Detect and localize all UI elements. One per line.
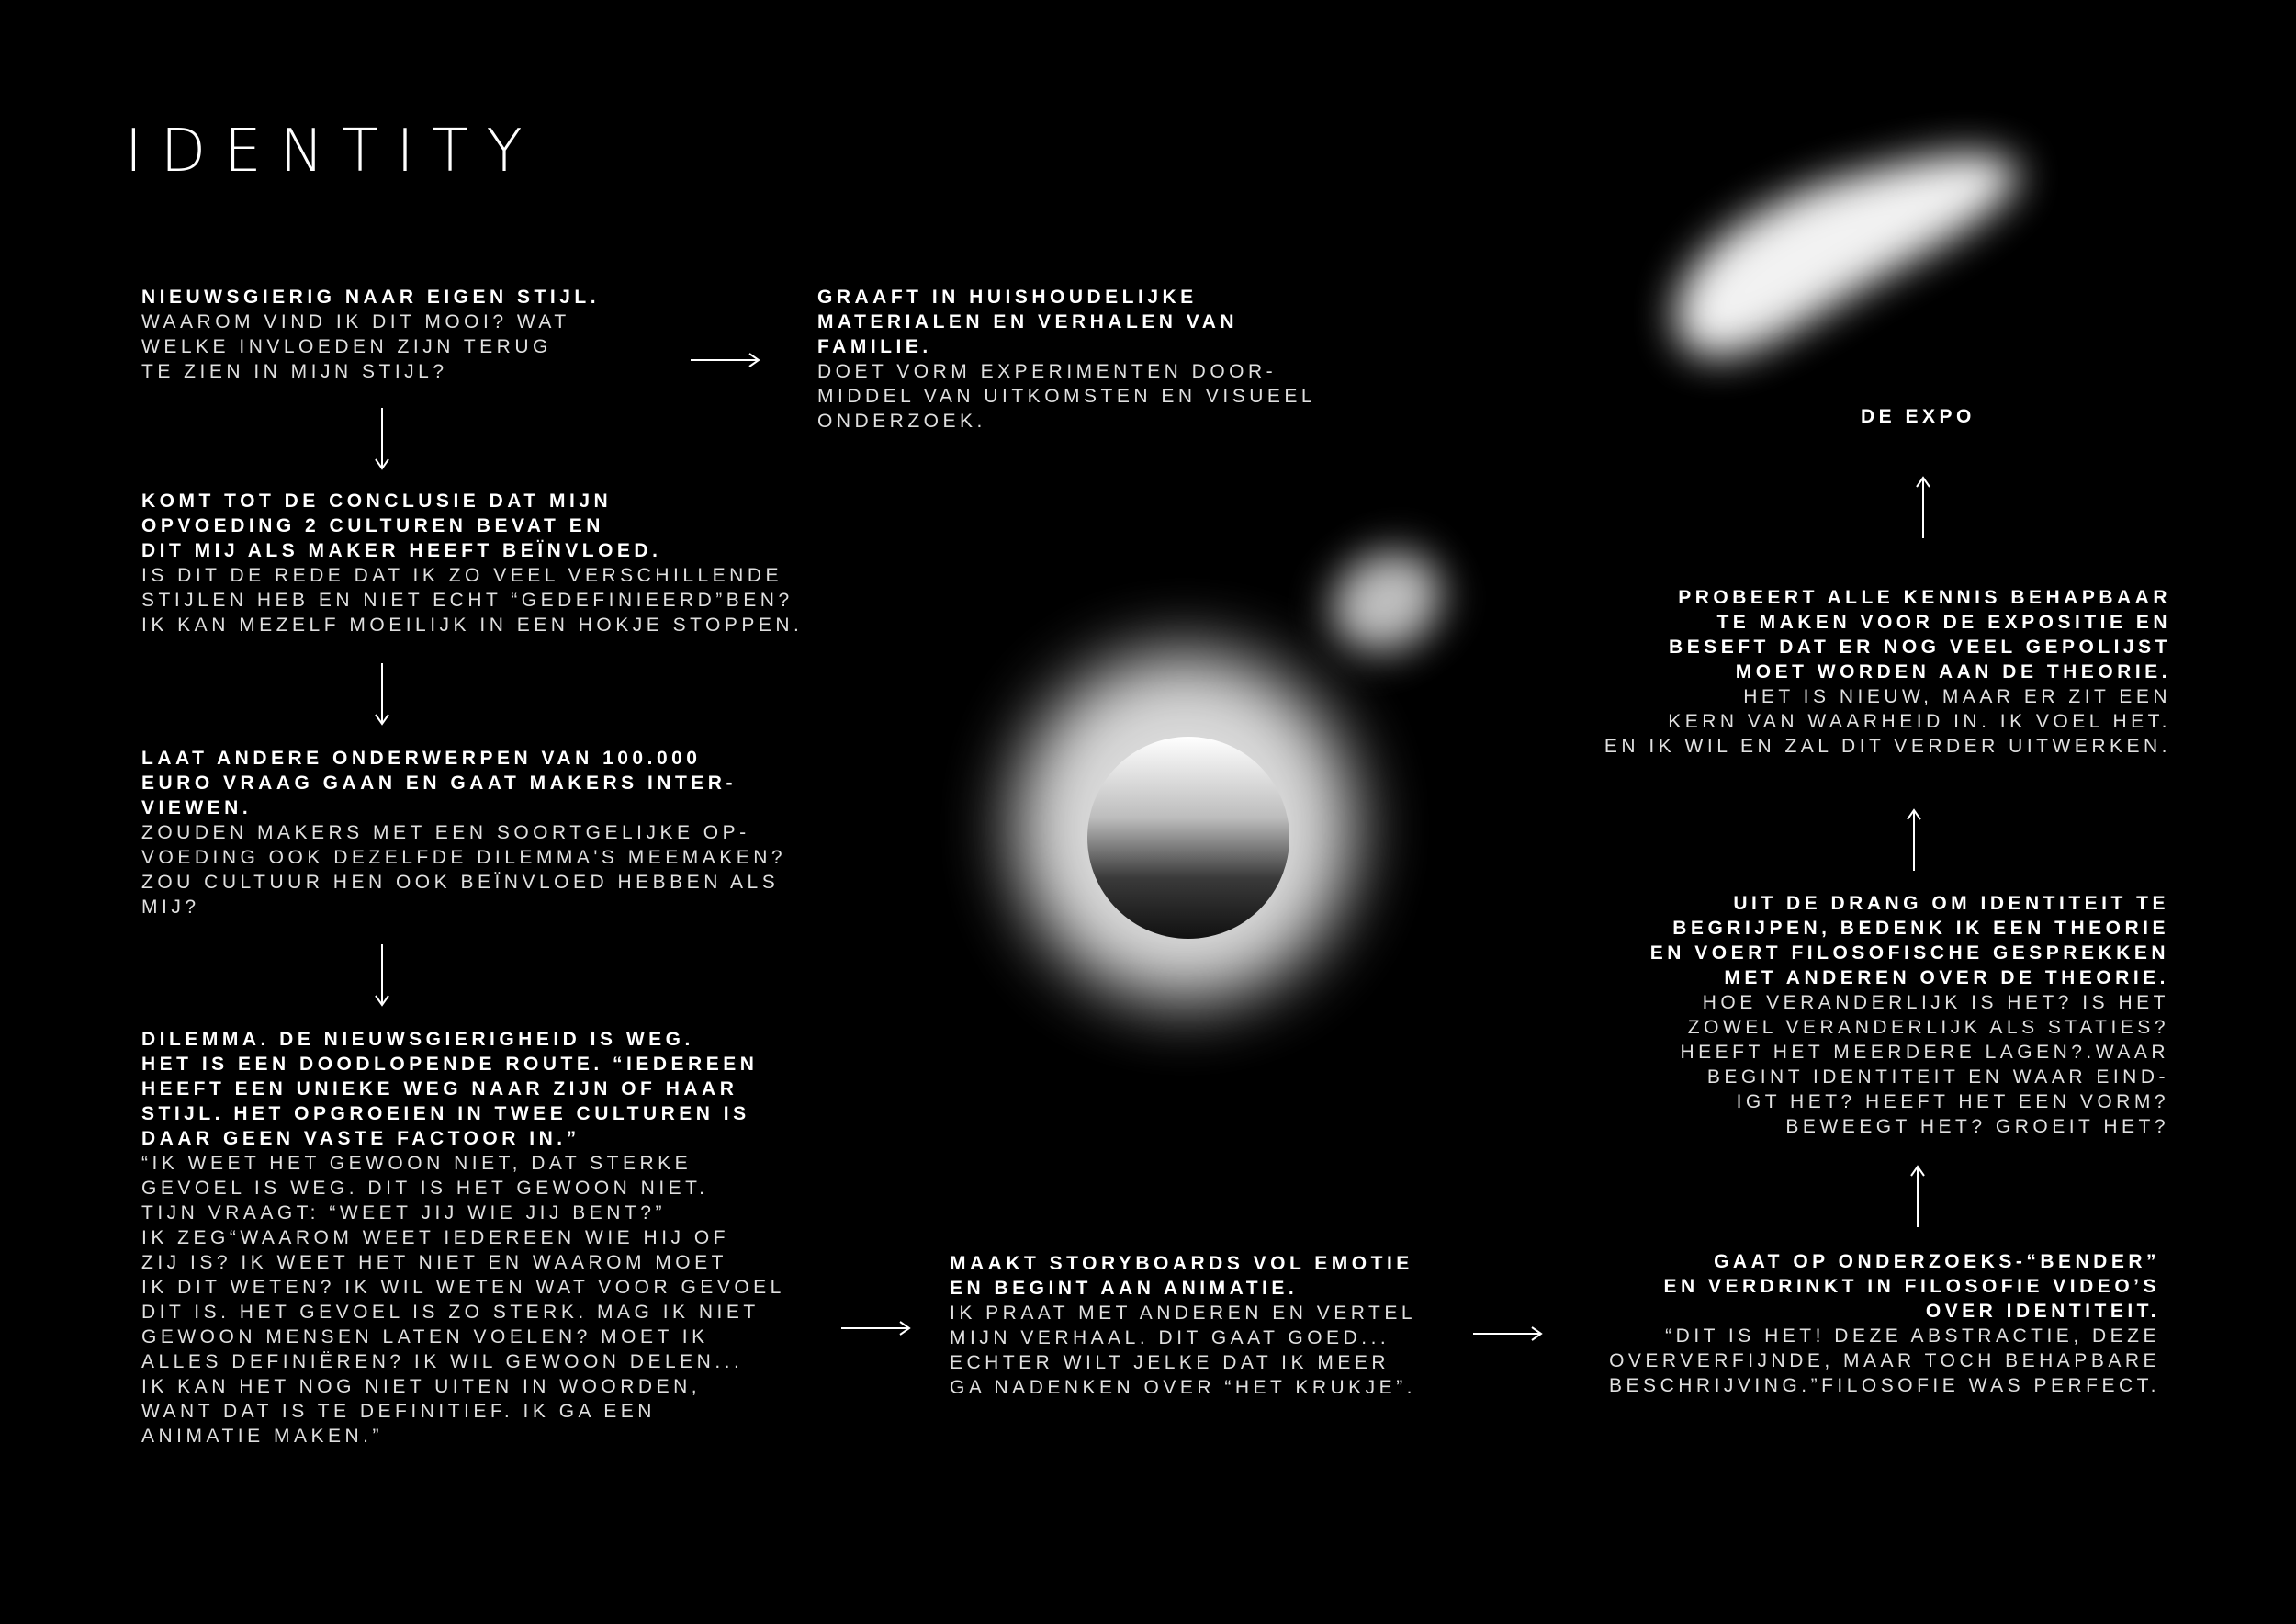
step-7-body: “DIT IS HET! DEZE ABSTRACTIE, DEZE OVERVERFIJNDE, MAAR TOCH BEHAPBARE BESCHRIJVING.”FILOSOFIE WAS PERFECT. (1609, 1325, 2160, 1396)
step-5-body: DOET VORM EXPERIMENTEN DOOR- MIDDEL VAN UITKOMSTEN EN VISUEEL ONDERZOEK. (817, 361, 1317, 432)
step-8-body: HOE VERANDERLIJK IS HET? IS HET ZOWEL VERANDERLIJK ALS STATIES? HEEFT HET MEERDERE LAGEN?.WAAR BEGINT IDENTITEIT EN WAAR EIND- IGT HET? HEEFT HET EEN VORM? BEWEEGT HET? GROEIT HET? (1680, 992, 2169, 1137)
step-6-body: IK PRAAT MET ANDEREN EN VERTEL MIJN VERHAAL. DIT GAAT GOED... ECHTER WILT JELKE DAT IK MEER GA NADENKEN OVER “HET KRUKJE”. (950, 1303, 1417, 1398)
step-10-heading: DE EXPO (1861, 406, 1975, 427)
step-1 (141, 285, 600, 384)
step-4 (141, 1027, 785, 1449)
step-2 (141, 489, 803, 637)
arrow-up-2 (1905, 806, 1923, 873)
sphere-glow (1015, 652, 1355, 1001)
step-5-heading: GRAAFT IN HUISHOUDELIJKE MATERIALEN EN VERHALEN VAN FAMILIE. (817, 287, 1239, 357)
page-title: IDENTITY (125, 118, 541, 186)
step-9 (1604, 585, 2171, 759)
sphere (1087, 737, 1289, 939)
arrow-up-3 (1914, 474, 1932, 540)
step-3-body: ZOUDEN MAKERS MET EEN SOORTGELIJKE OP- VOEDING OOK DEZELFDE DILEMMA'S MEEMAKEN? ZOU CULTUUR HEN OOK BEÏNVLOED HEBBEN ALS MIJ? (141, 822, 787, 918)
step-6 (950, 1251, 1416, 1400)
arrow-down-3 (373, 942, 391, 1009)
step-9-heading: PROBEERT ALLE KENNIS BEHAPBAAR TE MAKEN VOOR DE EXPOSITIE EN BESEFT DAT ER NOG VEEL GEPOLIJST MOET WORDEN AAN DE THEORIE. (1669, 587, 2171, 682)
step-5 (817, 285, 1316, 434)
step-8 (1650, 891, 2169, 1139)
step-4-heading: DILEMMA. DE NIEUWSGIERIGHEID IS WEG. HET IS EEN DOODLOPENDE ROUTE. “IEDEREEN HEEFT EEN UNIEKE WEG NAAR ZIJN OF HAAR STIJL. HET OPGROEIEN IN TWEE CULTUREN IS DAAR GEEN VASTE FACTOOR IN.” (141, 1029, 759, 1149)
step-1-heading: NIEUWSGIERIG NAAR EIGEN STIJL. (141, 287, 601, 308)
step-3 (141, 746, 786, 919)
step-8-heading: UIT DE DRANG OM IDENTITEIT TE BEGRIJPEN, BEDENK IK EEN THEORIE EN VOERT FILOSOFISCHE GESPREKKEN MET ANDEREN OVER DE THEORIE. (1649, 893, 2169, 988)
step-2-body: IS DIT DE REDE DAT IK ZO VEEL VERSCHILLENDE STIJLEN HEB EN NIET ECHT “GEDEFINIEERD”BEN? IK KAN MEZELF MOEILIJK IN EEN HOKJE STOPPEN. (141, 565, 804, 636)
step-7 (1609, 1249, 2160, 1398)
step-4-body: “IK WEET HET GEWOON NIET, DAT STERKE GEVOEL IS WEG. DIT IS HET GEWOON NIET. TIJN VRAAGT: “WEET JIJ WIE JIJ BENT?” IK ZEG“WAAROM WEET IEDEREEN WIE HIJ OF ZIJ IS? IK WEET HET NIET EN WAAROM MOET IK DIT WETEN? IK WIL WETEN WAT VOOR GEVOEL DIT IS. HET GEVOEL IS ZO STERK. MAG IK NIET GEWOON MENSEN LATEN VOELEN? MOET IK ALLES DEFINIËREN? IK WIL GEWOON DELEN... IK KAN HET NOG NIET UITEN IN WOORDEN, WANT DAT IS TE DEFINITIEF. IK GA EEN ANIMATIE MAKEN.” (141, 1153, 785, 1447)
arrow-right-1 (689, 351, 762, 369)
step-1-body: WAAROM VIND IK DIT MOOI? WAT WELKE INVLOEDEN ZIJN TERUG TE ZIEN IN MIJN STIJL? (141, 311, 570, 382)
arrow-down-1 (373, 406, 391, 472)
step-2-heading: KOMT TOT DE CONCLUSIE DAT MIJN OPVOEDING 2 CULTUREN BEVAT EN DIT MIJ ALS MAKER HEEFT BEÏNVLOED. (141, 491, 662, 561)
arrow-right-3 (1471, 1325, 1545, 1343)
step-6-heading: MAAKT STORYBOARDS VOL EMOTIE EN BEGINT AAN ANIMATIE. (950, 1253, 1413, 1299)
step-3-heading: LAAT ANDERE ONDERWERPEN VAN 100.000 EURO VRAAG GAAN EN GAAT MAKERS INTER- VIEWEN. (141, 748, 737, 818)
small-glow (1313, 532, 1459, 671)
step-7-heading: GAAT OP ONDERZOEKS-“BENDER” EN VERDRINKT IN FILOSOFIE VIDEO’S OVER IDENTITEIT. (1663, 1251, 2160, 1322)
step-9-body: HET IS NIEUW, MAAR ER ZIT EEN KERN VAN WAARHEID IN. IK VOEL HET. EN IK WIL EN ZAL DIT VERDER UITWERKEN. (1604, 686, 2171, 757)
comet-glow (1676, 153, 2020, 357)
arrow-up-1 (1908, 1163, 1927, 1229)
arrow-right-2 (839, 1319, 913, 1337)
step-10 (1861, 404, 1975, 429)
arrow-down-2 (373, 661, 391, 727)
